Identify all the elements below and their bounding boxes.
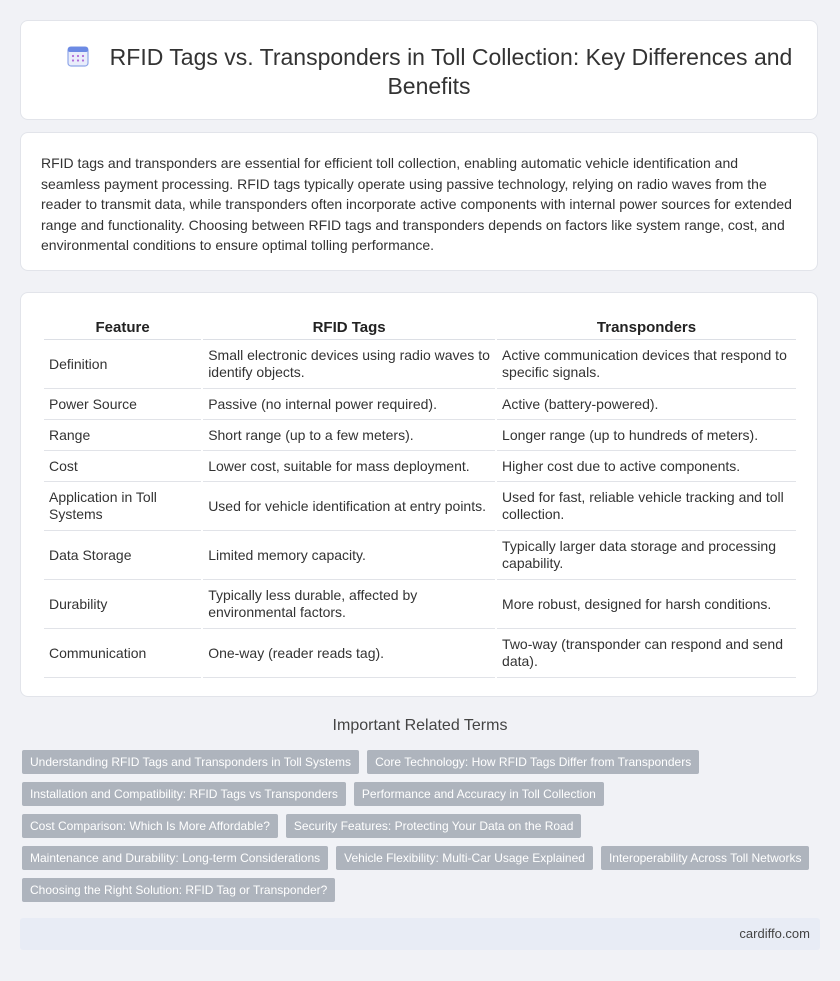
related-term-tag[interactable]: Installation and Compatibility: RFID Tags vs Transponders xyxy=(22,782,346,806)
related-term-tag[interactable]: Vehicle Flexibility: Multi-Car Usage Explained xyxy=(336,846,593,870)
transponder-cell: Active communication devices that respond to specific signals. xyxy=(497,340,796,389)
table-header-row xyxy=(44,315,796,340)
header-feature: Feature xyxy=(44,315,201,340)
transponder-cell: Longer range (up to hundreds of meters). xyxy=(497,420,796,451)
related-term-tag[interactable]: Maintenance and Durability: Long-term Considerations xyxy=(22,846,328,870)
rfid-cell: Passive (no internal power required). xyxy=(203,389,495,420)
feature-cell: Power Source xyxy=(44,389,201,420)
feature-cell: Communication xyxy=(44,629,201,678)
comparison-card xyxy=(20,292,818,697)
table-row xyxy=(44,580,796,629)
transponder-cell: Two-way (transponder can respond and send data). xyxy=(497,629,796,678)
related-terms-row xyxy=(22,878,822,902)
related-term-tag[interactable]: Interoperability Across Toll Networks xyxy=(601,846,810,870)
related-term-tag[interactable]: Choosing the Right Solution: RFID Tag or Transponder? xyxy=(22,878,335,902)
related-terms-row xyxy=(22,814,822,838)
header-rfid-tags: RFID Tags xyxy=(203,315,495,340)
rfid-cell: Lower cost, suitable for mass deployment. xyxy=(203,451,495,482)
table-row xyxy=(44,482,796,531)
transponder-cell: More robust, designed for harsh conditions. xyxy=(497,580,796,629)
related-term-tag[interactable]: Core Technology: How RFID Tags Differ from Transponders xyxy=(367,750,699,774)
rfid-cell: Small electronic devices using radio waves to identify objects. xyxy=(203,340,495,389)
table-row xyxy=(44,340,796,389)
related-term-tag[interactable]: Security Features: Protecting Your Data on the Road xyxy=(286,814,582,838)
table-row xyxy=(44,420,796,451)
rfid-cell: Typically less durable, affected by environmental factors. xyxy=(203,580,495,629)
intro-paragraph: RFID tags and transponders are essential for efficient toll collection, enabling automatic vehicle identification and seamless payment processing. RFID tags typically operate using passive technology, relying on radio waves from the reader to transmit data, while transponders often incorporate active components with internal power sources for extended range and functionality. Choosing between RFID tags and transponders depends on factors like system range, cost, and environmental conditions to ensure optimal tolling performance. xyxy=(41,155,792,253)
table-row xyxy=(44,389,796,420)
rfid-cell: One-way (reader reads tag). xyxy=(203,629,495,678)
feature-cell: Definition xyxy=(44,340,201,389)
transponder-cell: Higher cost due to active components. xyxy=(497,451,796,482)
comparison-table xyxy=(42,315,798,678)
page-title: RFID Tags vs. Transponders in Toll Collection: Key Differences and Benefits xyxy=(109,44,793,99)
feature-cell: Durability xyxy=(44,580,201,629)
feature-cell: Range xyxy=(44,420,201,451)
transponder-cell: Used for fast, reliable vehicle tracking and toll collection. xyxy=(497,482,796,531)
header-transponders: Transponders xyxy=(497,315,796,340)
table-row xyxy=(44,451,796,482)
related-term-tag[interactable]: Understanding RFID Tags and Transponders in Toll Systems xyxy=(22,750,359,774)
table-row xyxy=(44,629,796,678)
related-terms-row xyxy=(22,750,822,774)
feature-cell: Application in Toll Systems xyxy=(44,482,201,531)
related-term-tag[interactable]: Cost Comparison: Which Is More Affordable? xyxy=(22,814,278,838)
related-terms-list xyxy=(22,750,822,910)
table-row xyxy=(44,531,796,580)
footer-site-link[interactable]: cardiffo.com xyxy=(739,926,810,941)
feature-cell: Data Storage xyxy=(44,531,201,580)
transponder-cell: Typically larger data storage and processing capability. xyxy=(497,531,796,580)
related-terms-row xyxy=(22,846,822,870)
calendar-icon xyxy=(66,44,90,68)
page-title-wrap xyxy=(61,43,797,101)
related-terms-row xyxy=(22,782,822,806)
feature-cell: Cost xyxy=(44,451,201,482)
title-card xyxy=(20,20,818,120)
related-term-tag[interactable]: Performance and Accuracy in Toll Collection xyxy=(354,782,604,806)
intro-card xyxy=(20,132,818,271)
related-terms-heading: Important Related Terms xyxy=(332,717,508,734)
rfid-cell: Limited memory capacity. xyxy=(203,531,495,580)
rfid-cell: Used for vehicle identification at entry points. xyxy=(203,482,495,531)
transponder-cell: Active (battery-powered). xyxy=(497,389,796,420)
rfid-cell: Short range (up to a few meters). xyxy=(203,420,495,451)
footer-bar xyxy=(20,918,820,950)
